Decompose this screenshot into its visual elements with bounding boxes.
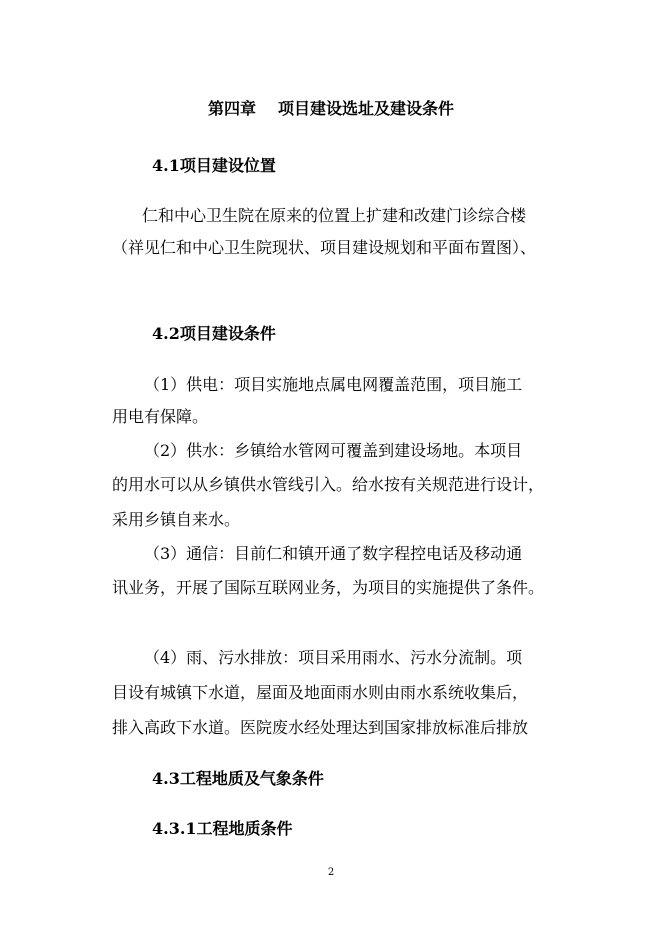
section-heading-4-1: 4.1项目建设位置 xyxy=(152,156,276,175)
paragraph-line: 讯业务，开展了国际互联网业务，为项目的实施提供了条件。 xyxy=(112,578,545,597)
paragraph-line: 用电有保障。 xyxy=(112,407,209,426)
paragraph-line: （4）雨、污水排放：项目采用雨水、污水分流制。项 xyxy=(144,648,523,667)
paragraph-line: 仁和中心卫生院在原来的位置上扩建和改建门诊综合楼 xyxy=(142,206,527,225)
section-heading-4-3: 4.3工程地质及气象条件 xyxy=(152,769,324,788)
paragraph-line: 的用水可以从乡镇供水管线引入。给水按有关规范进行设计， xyxy=(112,475,545,494)
chapter-heading: 项目建设选址及建设条件 xyxy=(278,99,455,118)
paragraph-line: 排入高政下水道。医院废水经处理达到国家排放标准后排放 xyxy=(112,718,529,737)
paragraph-line: （2）供水：乡镇给水管网可覆盖到建设场地。本项目 xyxy=(144,441,523,460)
paragraph-line: （3）通信：目前仁和镇开通了数字程控电话及移动通 xyxy=(144,544,523,563)
paragraph-line: 采用乡镇自来水。 xyxy=(112,510,241,529)
chapter-number: 第四章 xyxy=(207,99,256,118)
section-heading-4-2: 4.2项目建设条件 xyxy=(152,324,276,343)
paragraph-line: （祥见仁和中心卫生院现状、项目建设规划和平面布置图）、 xyxy=(112,238,537,257)
paragraph-line: （1）供电：项目实施地点属电网覆盖范围，项目施工 xyxy=(144,375,523,394)
chapter-title xyxy=(0,99,662,119)
page-number: 2 xyxy=(327,867,335,878)
section-heading-4-3-1: 4.3.1工程地质条件 xyxy=(152,819,293,838)
paragraph-line: 目设有城镇下水道，屋面及地面雨水则由雨水系统收集后， xyxy=(112,683,529,702)
